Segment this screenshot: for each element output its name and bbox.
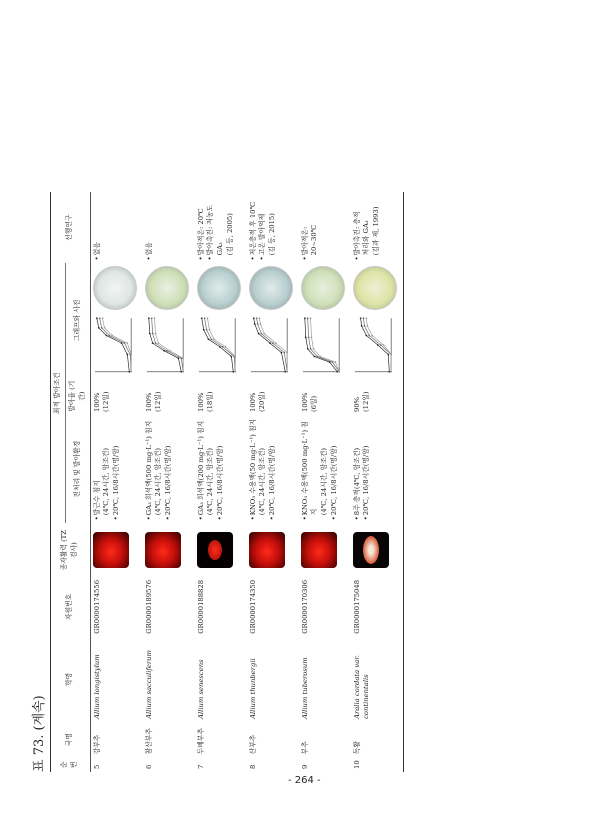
reference-item: • 저온층적 후 10℃ bbox=[249, 195, 259, 260]
cell-sample-no: GR0000174350 bbox=[248, 579, 257, 634]
cell-germination-rate bbox=[351, 377, 404, 415]
header-germination-rate: 발아율 (기간) bbox=[65, 377, 90, 415]
condition-detail: (4℃, 24시간, 암조건) bbox=[206, 447, 215, 516]
condition-item: • 20℃, 16/8시간(명/암) bbox=[268, 418, 278, 520]
germination-period: (12일) bbox=[102, 391, 111, 412]
condition-list bbox=[145, 418, 175, 520]
cell-germination-rate bbox=[90, 377, 143, 415]
reference-list bbox=[249, 195, 279, 260]
cell-references bbox=[299, 192, 351, 263]
germination-period: (12일) bbox=[362, 391, 371, 412]
reference-list bbox=[145, 195, 155, 260]
table-caption: 표 73. (계속) bbox=[32, 695, 47, 772]
condition-list bbox=[197, 418, 227, 520]
reference-detail: (김 등, 2015) bbox=[268, 213, 277, 256]
cell-pretreatment bbox=[195, 415, 247, 523]
tz-stained-seed-photo-icon bbox=[249, 532, 285, 568]
header-pretreatment: 전처리 및 발아환경 bbox=[65, 415, 90, 523]
cell-sample-no: GR0000170306 bbox=[300, 579, 309, 634]
germination-rate-value: 100% bbox=[92, 392, 101, 412]
condition-item: • 20℃, 16/8시간(명/암) bbox=[164, 418, 174, 520]
cell-sample-no: GR0000189576 bbox=[144, 579, 153, 634]
cell-photo bbox=[90, 263, 143, 313]
condition-item: • 20℃, 16/8시간(명/암) bbox=[362, 418, 372, 520]
germination-rate-value: 100% bbox=[144, 392, 153, 412]
header-no: 순번 bbox=[51, 757, 91, 772]
reference-item: • 없음 bbox=[145, 195, 155, 260]
germination-curve-graph-icon bbox=[197, 316, 239, 374]
cell-references bbox=[90, 192, 143, 263]
petri-dish-photo-icon bbox=[145, 266, 189, 310]
cell-graph bbox=[351, 313, 404, 377]
header-embryo: 종자활력 (TZ 검사) bbox=[51, 523, 91, 577]
germination-curve-graph-icon bbox=[301, 316, 343, 374]
reference-detail: GA₃ bbox=[216, 242, 225, 256]
cell-pretreatment bbox=[351, 415, 404, 523]
reference-list bbox=[353, 195, 383, 260]
cell-scientific-name: Allium thunbergii bbox=[248, 658, 257, 719]
cell-photo bbox=[299, 263, 351, 313]
cell-pretreatment bbox=[247, 415, 299, 523]
cell-sample-no: GR0000188828 bbox=[196, 579, 205, 634]
table-row bbox=[299, 192, 351, 772]
cell-embryo bbox=[247, 523, 299, 577]
petri-dish-photo-icon bbox=[197, 266, 241, 310]
cell-no: 6 bbox=[144, 764, 153, 769]
header-scientific-name: 학명 bbox=[51, 637, 91, 722]
cell-photo bbox=[351, 263, 404, 313]
header-references: 선행연구 bbox=[51, 192, 91, 263]
cell-no: 9 bbox=[300, 764, 309, 769]
condition-item: • GA₃ 희석액(500 mg·L⁻¹) 침지 bbox=[145, 418, 155, 520]
germination-rate-value: 90% bbox=[352, 396, 361, 412]
cell-scientific-name: Aralia cordata var. continentalis bbox=[351, 637, 404, 722]
cell-germination-rate bbox=[247, 377, 299, 415]
condition-list bbox=[249, 418, 279, 520]
cell-scientific-name: Allium tuberosum bbox=[300, 657, 309, 719]
cell-sample-no: GR0000175048 bbox=[351, 577, 404, 637]
tz-stained-seed-photo-icon bbox=[145, 532, 181, 568]
cell-embryo bbox=[90, 523, 143, 577]
condition-list bbox=[93, 418, 123, 520]
reference-detail: (김 등, 2005) bbox=[226, 213, 235, 256]
condition-item: • 20℃, 16/8시간(명/암) bbox=[112, 418, 122, 520]
petri-dish-photo-icon bbox=[249, 266, 293, 310]
reference-item: • 발아적온: 20℃ bbox=[197, 195, 207, 260]
cell-references bbox=[195, 192, 247, 263]
table-row bbox=[247, 192, 299, 772]
cell-scientific-name: Allium longistylum bbox=[92, 654, 101, 719]
cell-graph bbox=[195, 313, 247, 377]
germination-period: (20일) bbox=[258, 391, 267, 412]
reference-list bbox=[93, 195, 103, 260]
germination-rate-value: 100% bbox=[248, 392, 257, 412]
cell-no: 8 bbox=[248, 764, 257, 769]
header-sample-no: 자원번호 bbox=[51, 577, 91, 637]
header-optimal-group: 최적 발아조건 bbox=[51, 263, 66, 523]
petri-dish-photo-icon bbox=[353, 266, 397, 310]
reference-item: • 없음 bbox=[93, 195, 103, 260]
cell-no: 7 bbox=[196, 764, 205, 769]
cell-germination-rate bbox=[143, 377, 195, 415]
cell-no: 5 bbox=[92, 764, 101, 769]
table-body bbox=[90, 192, 403, 772]
cell-no: 10 bbox=[351, 757, 404, 772]
condition-detail: (4℃, 24시간, 암조건) bbox=[102, 447, 111, 516]
germination-curve-graph-icon bbox=[93, 316, 135, 374]
condition-item: • GA₃ 희석액(200 mg·L⁻¹) 침지 bbox=[197, 418, 207, 520]
reference-detail: 20~30℃ bbox=[310, 224, 319, 256]
cell-embryo bbox=[351, 523, 404, 577]
germination-curve-graph-icon bbox=[249, 316, 291, 374]
tz-stained-seed-photo-icon bbox=[93, 532, 129, 568]
cell-korean-name: 강부추 bbox=[92, 734, 101, 755]
petri-dish-photo-icon bbox=[93, 266, 137, 310]
cell-germination-rate bbox=[195, 377, 247, 415]
table-row bbox=[90, 192, 143, 772]
tz-stained-seed-photo-icon bbox=[197, 532, 233, 568]
cell-scientific-name: Allium senescens bbox=[196, 659, 205, 719]
cell-korean-name: 산부추 bbox=[248, 734, 257, 755]
reference-item: • 발아촉진: 층적 bbox=[353, 195, 363, 260]
germination-period: (6일) bbox=[310, 395, 319, 412]
cell-embryo bbox=[299, 523, 351, 577]
germination-curve-graph-icon bbox=[353, 316, 395, 374]
cell-photo bbox=[247, 263, 299, 313]
cell-references bbox=[351, 192, 404, 263]
condition-detail: (4℃, 24시간, 암조건) bbox=[320, 447, 329, 516]
reference-list bbox=[197, 195, 236, 260]
petri-dish-photo-icon bbox=[301, 266, 345, 310]
condition-list bbox=[353, 418, 373, 520]
germination-rate-value: 100% bbox=[300, 392, 309, 412]
reference-item: • 발아촉진: 저농도 bbox=[206, 195, 216, 260]
cell-pretreatment bbox=[299, 415, 351, 523]
header-korean-name: 국명 bbox=[51, 722, 91, 757]
page-number: - 264 - bbox=[288, 775, 321, 786]
condition-item: • 20℃, 16/8시간(명/암) bbox=[216, 418, 226, 520]
condition-list bbox=[301, 418, 340, 520]
tz-stained-seed-photo-icon bbox=[353, 532, 389, 568]
cell-embryo bbox=[143, 523, 195, 577]
cell-embryo bbox=[195, 523, 247, 577]
germination-period: (12일) bbox=[154, 391, 163, 412]
germination-rate-value: 100% bbox=[196, 392, 205, 412]
condition-item: • 20℃, 16/8시간(명/암) bbox=[330, 418, 340, 520]
cell-pretreatment bbox=[143, 415, 195, 523]
cell-korean-name: 참산부추 bbox=[144, 728, 153, 755]
cell-korean-name: 독활 bbox=[351, 722, 404, 757]
cell-korean-name: 두메부추 bbox=[196, 728, 205, 755]
cell-scientific-name: Allium sacculiferum bbox=[144, 650, 153, 719]
condition-item: • 8주 층적(4℃, 암조건) bbox=[353, 418, 363, 520]
reference-item: • 고온 발아억제 bbox=[258, 195, 268, 260]
cell-graph bbox=[299, 313, 351, 377]
reference-list bbox=[301, 195, 321, 260]
cell-references bbox=[247, 192, 299, 263]
cell-korean-name: 부추 bbox=[300, 741, 309, 755]
reference-item: • 발아적온: bbox=[301, 195, 311, 260]
germination-table bbox=[50, 192, 404, 772]
cell-graph bbox=[247, 313, 299, 377]
tz-stained-seed-photo-icon bbox=[301, 532, 337, 568]
cell-references bbox=[143, 192, 195, 263]
condition-detail: (4℃, 24시간, 암조건) bbox=[258, 447, 267, 516]
cell-photo bbox=[143, 263, 195, 313]
germination-curve-graph-icon bbox=[145, 316, 187, 374]
reference-detail: 처리와 GA₃ bbox=[362, 220, 371, 256]
table-row bbox=[195, 192, 247, 772]
condition-item: • KNO₃ 수용액(500 mg·L⁻¹) 침지 bbox=[301, 418, 321, 520]
cell-graph bbox=[143, 313, 195, 377]
cell-graph bbox=[90, 313, 143, 377]
condition-item: • 발근수 침지 bbox=[93, 418, 103, 520]
cell-pretreatment bbox=[90, 415, 143, 523]
condition-detail: (4℃, 24시간, 암조건) bbox=[154, 447, 163, 516]
germination-period: (18일) bbox=[206, 391, 215, 412]
table-row bbox=[351, 192, 404, 772]
condition-item: • KNO₃ 수용액(50 mg·L⁻¹) 침지 bbox=[249, 418, 259, 520]
header-graph-photo: 그래프와 사진 bbox=[65, 263, 90, 377]
cell-germination-rate bbox=[299, 377, 351, 415]
table-row bbox=[143, 192, 195, 772]
reference-detail: (김과 제, 1993) bbox=[372, 206, 381, 256]
cell-photo bbox=[195, 263, 247, 313]
cell-sample-no: GR0000174556 bbox=[92, 579, 101, 634]
